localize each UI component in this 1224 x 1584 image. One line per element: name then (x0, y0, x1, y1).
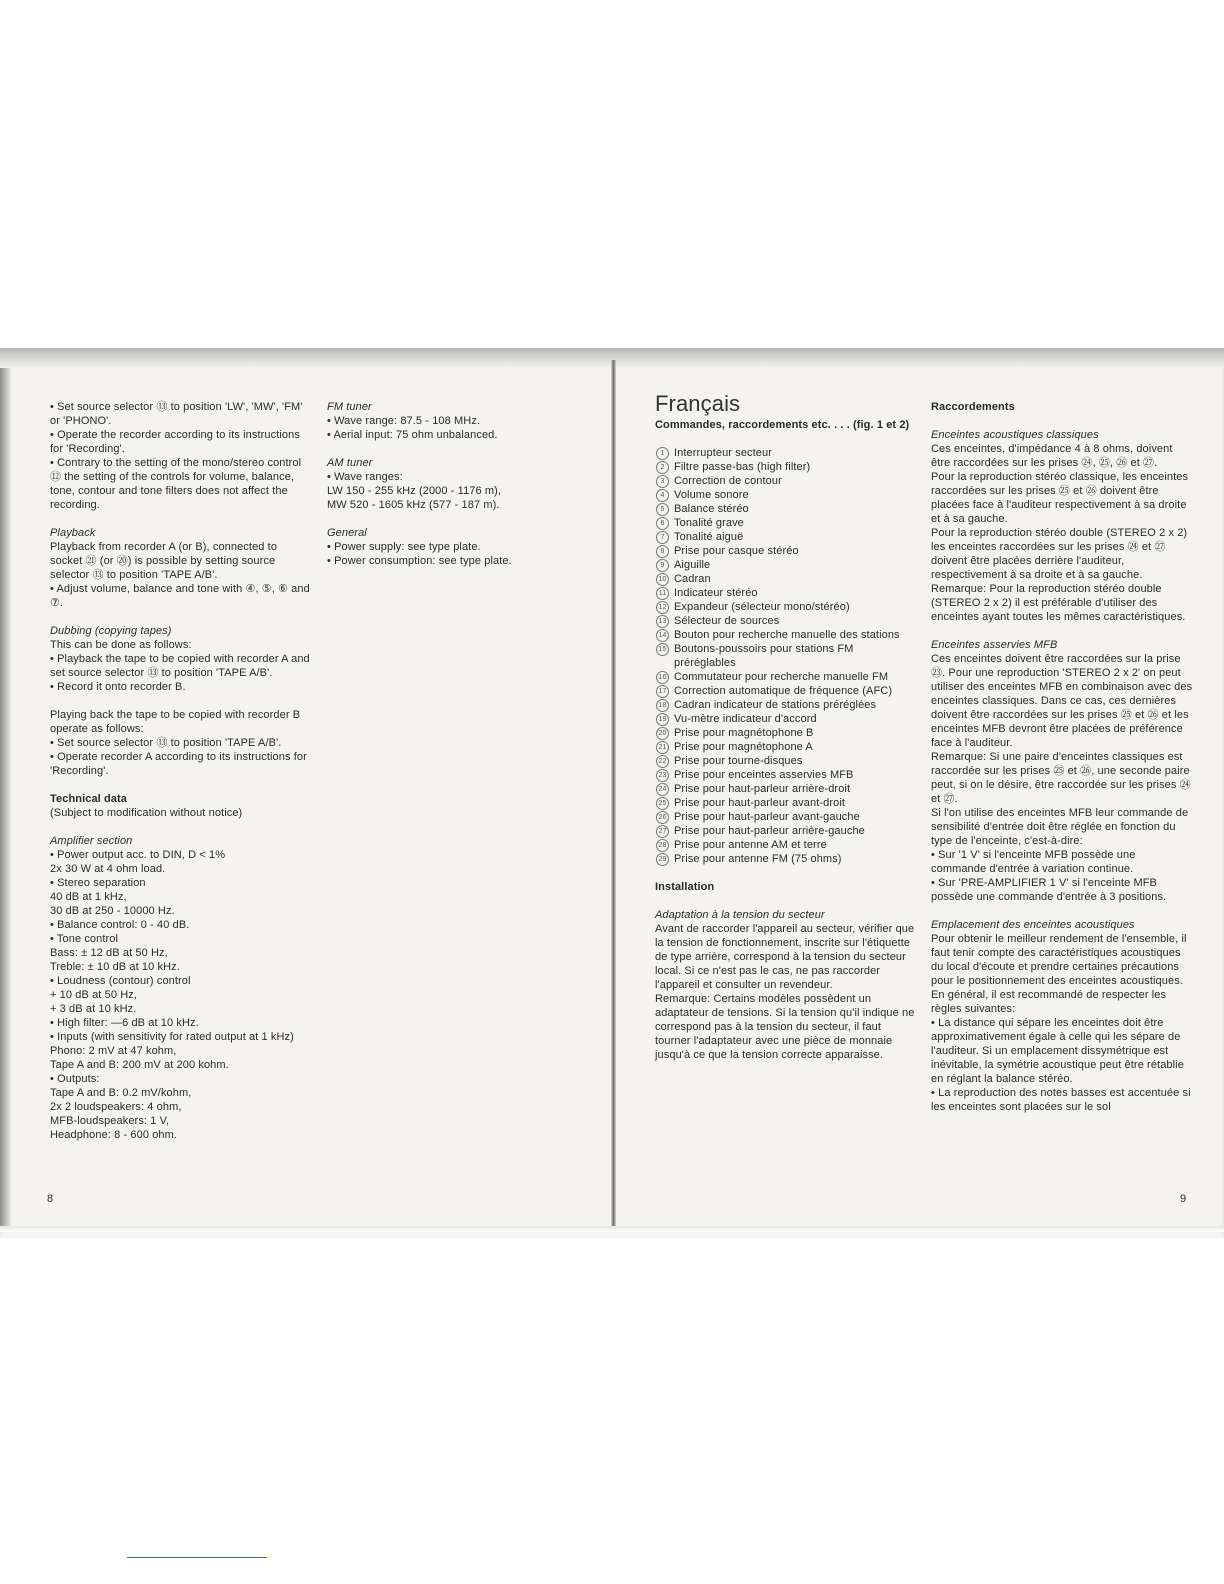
text-line: • Loudness (contour) control (50, 975, 191, 987)
circled-number: 6 (656, 517, 669, 530)
circled-number: 5 (656, 503, 669, 516)
text-line: • Tone control (50, 933, 119, 945)
text-line: 2x 2 loudspeakers: 4 ohm, (50, 1101, 182, 1113)
circled-number: 20 (656, 727, 669, 740)
circled-number: 14 (656, 629, 669, 642)
control-list-item (655, 530, 917, 544)
control-label: Correction de contour (674, 475, 782, 487)
text-line: • Inputs (with sensitivity for rated output at 1 kHz) (50, 1031, 294, 1043)
paragraph-gap (327, 512, 542, 526)
circled-number: 28 (656, 839, 669, 852)
left-page-column-1 (50, 400, 312, 1142)
section-heading: Adaptation à la tension du secteur (655, 909, 825, 921)
control-list-item (655, 488, 917, 502)
control-list-item (655, 516, 917, 530)
control-list-item (655, 796, 917, 810)
section-heading: Amplifier section (50, 835, 133, 847)
text-line: • Balance control: 0 - 40 dB. (50, 919, 190, 931)
page-title: Français (655, 391, 741, 416)
page-number-left: 8 (47, 1193, 54, 1205)
text-line: • Playback the tape to be copied with recorder A and set source selector ⑬ to position 'TAPE A/B'. (50, 653, 310, 679)
text-line: + 3 dB at 10 kHz. (50, 1003, 137, 1015)
section-heading: Playback (50, 527, 96, 539)
section-heading: AM tuner (327, 457, 373, 469)
text-line: • Power output acc. to DIN, D < 1% (50, 849, 226, 861)
control-label: Prise pour magnétophone B (674, 727, 814, 739)
control-label: Cadran (674, 573, 711, 585)
controls-heading: Commandes, raccordements etc. . . . (fig. 1 et 2) (655, 419, 910, 431)
paragraph-gap (931, 624, 1193, 638)
control-list-item (655, 810, 917, 824)
paragraph-gap (655, 894, 917, 908)
text-line: • La reproduction des notes basses est accentuée si les enceintes sont placées sur le sol (931, 1087, 1191, 1113)
control-list-item (655, 558, 917, 572)
control-label: Prise pour antenne AM et terre (674, 839, 827, 851)
control-label: Prise pour haut-parleur arrière-droit (674, 783, 851, 795)
control-label: Vu-mètre indicateur d'accord (674, 713, 817, 725)
circled-number: 29 (656, 853, 669, 866)
text-line: Phono: 2 mV at 47 kohm, (50, 1045, 177, 1057)
text-line: Remarque: Si une paire d'enceintes classiques est raccordée sur les prises ㉕ et ㉖, une seconde paire peut, si on le désire, être raccordée sur les prises ㉔ et ㉗. (931, 751, 1191, 805)
text-line: • Aerial input: 75 ohm unbalanced. (327, 429, 498, 441)
circled-number: 25 (656, 797, 669, 810)
control-label: Correction automatique de fréquence (AFC) (674, 685, 893, 697)
circled-number: 4 (656, 489, 669, 502)
control-list-item (655, 684, 917, 698)
text-line: • Operate the recorder according to its instructions for 'Recording'. (50, 429, 300, 455)
section-heading: General (327, 527, 367, 539)
text-line: (Subject to modification without notice) (50, 807, 243, 819)
text-line: MFB-loudspeakers: 1 V, (50, 1115, 170, 1127)
control-label: Filtre passe-bas (high filter) (674, 461, 811, 473)
text-line: • Adjust volume, balance and tone with ④, ⑤, ⑥ and ⑦. (50, 583, 310, 609)
right-page-column-1 (655, 390, 917, 1062)
control-list-item (655, 670, 917, 684)
control-label: Interrupteur secteur (674, 447, 772, 459)
section-heading: Raccordements (931, 401, 1015, 413)
section-heading: FM tuner (327, 401, 372, 413)
control-label: Prise pour enceintes asservies MFB (674, 769, 854, 781)
page-bottom-edge (0, 1226, 1224, 1232)
text-line: Tape A and B: 200 mV at 200 kohm. (50, 1059, 229, 1071)
paragraph-gap (931, 414, 1193, 428)
text-line: • Power supply: see type plate. (327, 541, 481, 553)
text-line: • Set source selector ⑬ to position 'TAPE A/B'. (50, 737, 282, 749)
circled-number: 13 (656, 615, 669, 628)
circled-number: 8 (656, 545, 669, 558)
circled-number: 11 (656, 587, 669, 600)
control-list-item (655, 726, 917, 740)
text-line: • La distance qui sépare les enceintes doit être approximativement égale à celle qui les sépare de l'auditeur. Si un emplacement dissymétrique est inévitable, la symétrie acoustique peut être rétablie en réglant la balance stéréo. (931, 1017, 1184, 1085)
control-label: Aiguille (674, 559, 711, 571)
text-line: • Sur '1 V' si l'enceinte MFB possède une commande d'entrée à variation continue. (931, 849, 1136, 875)
control-list-item (655, 446, 917, 460)
control-label: Indicateur stéréo (674, 587, 758, 599)
control-list-item (655, 698, 917, 712)
circled-number: 2 (656, 461, 669, 474)
control-list-item (655, 614, 917, 628)
text-line: Si l'on utilise des enceintes MFB leur commande de sensibilité d'entrée doit être réglée en fonction du type de l'enceinte, c'est-à-dire: (931, 807, 1189, 847)
control-list-item (655, 838, 917, 852)
control-label: Sélecteur de sources (674, 615, 780, 627)
control-list-item (655, 768, 917, 782)
paragraph-gap (50, 512, 312, 526)
page-gutter (611, 360, 616, 1230)
control-list-item (655, 586, 917, 600)
text-line: En général, il est recommandé de respecter les règles suivantes: (931, 989, 1167, 1015)
circled-number: 16 (656, 671, 669, 684)
control-list-item (655, 712, 917, 726)
circled-number: 3 (656, 475, 669, 488)
text-line: Ces enceintes doivent être raccordées sur la prise ㉓. Pour une reproduction 'STEREO 2 x 2' on peut utiliser des enceintes MFB en combinaison avec des enceintes classiques. Dans ce cas, ces dernières doivent être raccordées sur les prises ㉕ et ㉖ et les enceintes MFB devront être placées de préférence face à l'auditeur. (931, 653, 1193, 749)
control-label: Balance stéréo (674, 503, 749, 515)
text-line: • Operate recorder A according to its instructions for 'Recording'. (50, 751, 307, 777)
text-line: Tape A and B: 0.2 mV/kohm, (50, 1087, 192, 1099)
control-label: Commutateur pour recherche manuelle FM (674, 671, 889, 683)
circled-number: 12 (656, 601, 669, 614)
control-label: Expandeur (sélecteur mono/stéréo) (674, 601, 850, 613)
text-line: Headphone: 8 - 600 ohm. (50, 1129, 178, 1141)
page-number-right: 9 (1180, 1193, 1187, 1205)
section-heading: Dubbing (copying tapes) (50, 625, 172, 637)
paragraph-gap (931, 904, 1193, 918)
control-list-item (655, 824, 917, 838)
circled-number: 1 (656, 447, 669, 460)
control-list-item (655, 642, 917, 670)
control-list-item (655, 502, 917, 516)
circled-number: 9 (656, 559, 669, 572)
control-label: Cadran indicateur de stations préréglées (674, 699, 877, 711)
text-line: 2x 30 W at 4 ohm load. (50, 863, 166, 875)
control-list-item (655, 544, 917, 558)
scan-shadow-left (0, 368, 12, 1228)
right-page-column-2 (931, 400, 1193, 1114)
left-page-column-2 (327, 400, 542, 568)
controls-list (655, 446, 917, 866)
text-line: • Record it onto recorder B. (50, 681, 186, 693)
text-line: Bass: ± 12 dB at 50 Hz, (50, 947, 168, 959)
circled-number: 24 (656, 783, 669, 796)
circled-number: 19 (656, 713, 669, 726)
text-line: • High filter: —6 dB at 10 kHz. (50, 1017, 199, 1029)
text-line: This can be done as follows: (50, 639, 192, 651)
section-heading: Enceintes acoustiques classiques (931, 429, 1099, 441)
text-line: • Set source selector ⑬ to position 'LW', 'MW', 'FM' or 'PHONO'. (50, 401, 303, 427)
control-label: Prise pour tourne-disques (674, 755, 803, 767)
control-label: Volume sonore (674, 489, 749, 501)
circled-number: 27 (656, 825, 669, 838)
underline-link[interactable] (127, 1557, 267, 1558)
text-line: Remarque: Certains modèles possèdent un adaptateur de tensions. Si la tension qu'il indique ne correspond pas à la tension du secteur, il faut tourner l'adaptateur avec une pièce de monnaie jusqu'à ce que la tension correcte apparaisse. (655, 993, 915, 1061)
circled-number: 26 (656, 811, 669, 824)
text-line: • Outputs: (50, 1073, 100, 1085)
installation-heading: Installation (655, 881, 715, 893)
control-list-item (655, 474, 917, 488)
text-line: • Contrary to the setting of the mono/stereo control ⑫ the setting of the controls for volume, balance, tone, contour and tone filters does not affect the recording. (50, 457, 302, 511)
text-line: • Wave range: 87.5 - 108 MHz. (327, 415, 481, 427)
text-line: Playing back the tape to be copied with recorder B operate as follows: (50, 709, 301, 735)
paragraph-gap (327, 442, 542, 456)
control-list-item (655, 754, 917, 768)
control-list-item (655, 572, 917, 586)
text-line: + 10 dB at 50 Hz, (50, 989, 138, 1001)
text-line: Pour obtenir le meilleur rendement de l'ensemble, il faut tenir compte des caractéristiques acoustiques du local d'écoute et prendre certaines précautions pour le positionnement des enceintes acoustiques. (931, 933, 1187, 987)
text-line: Avant de raccorder l'appareil au secteur, vérifier que la tension de fonctionnement, inscrite sur l'étiquette de type arrière, correspond à la tension du secteur local. Si ce n'est pas le cas, ne pas raccorder l'appareil et consulter un revendeur. (655, 923, 915, 991)
installation-text (655, 894, 917, 1062)
control-label: Prise pour haut-parleur arrière-gauche (674, 825, 865, 837)
text-line: Ces enceintes, d'impédance 4 à 8 ohms, doivent être raccordées sur les prises ㉔, ㉕, ㉖ et ㉗. (931, 443, 1173, 469)
control-list-item (655, 782, 917, 796)
section-heading: Enceintes asservies MFB (931, 639, 1058, 651)
control-list-item (655, 600, 917, 614)
text-line: • Sur 'PRE-AMPLIFIER 1 V' si l'enceinte MFB possède une commande d'entrée à 3 positions. (931, 877, 1167, 903)
control-label: Tonalité aiguë (674, 531, 744, 543)
control-label: Prise pour casque stéréo (674, 545, 799, 557)
text-line: Treble: ± 10 dB at 10 kHz. (50, 961, 180, 973)
control-list-item (655, 460, 917, 474)
circled-number: 21 (656, 741, 669, 754)
control-label: Prise pour magnétophone A (674, 741, 813, 753)
paragraph-gap (50, 778, 312, 792)
section-heading: Technical data (50, 793, 127, 805)
text-line: 40 dB at 1 kHz, (50, 891, 127, 903)
paragraph-gap (50, 694, 312, 708)
control-label: Tonalité grave (674, 517, 744, 529)
paragraph-gap (50, 610, 312, 624)
text-line: Pour la reproduction stéréo double (STEREO 2 x 2) les enceintes raccordées sur les prises ㉔ et ㉗ doivent être placées derrière l'auditeur, respectivement à sa droite et à sa gauche. (931, 527, 1188, 581)
circled-number: 15 (656, 643, 669, 656)
text-line: • Power consumption: see type plate. (327, 555, 512, 567)
text-line: Pour la reproduction stéréo classique, les enceintes raccordées sur les prises ㉕ et ㉖ doivent être placées face à l'auditeur respectivement à sa droite et à sa gauche. (931, 471, 1189, 525)
circled-number: 17 (656, 685, 669, 698)
paragraph-gap (50, 820, 312, 834)
text-line: • Wave ranges: (327, 471, 403, 483)
control-label: Prise pour antenne FM (75 ohms) (674, 853, 842, 865)
text-line: LW 150 - 255 kHz (2000 - 1176 m), (327, 485, 502, 497)
circled-number: 7 (656, 531, 669, 544)
text-line: Playback from recorder A (or B), connected to socket ㉑ (or ⑳) is possible by setting source selector ⑬ to position 'TAPE A/B'. (50, 541, 278, 581)
circled-number: 18 (656, 699, 669, 712)
text-line: • Stereo separation (50, 877, 146, 889)
control-list-item (655, 740, 917, 754)
control-label: Boutons-poussoirs pour stations FM préréglables (674, 643, 854, 669)
control-label: Prise pour haut-parleur avant-droit (674, 797, 846, 809)
control-list-item (655, 852, 917, 866)
text-line: Remarque: Pour la reproduction stéréo double (STEREO 2 x 2) il est préférable d'utiliser des enceintes ayant toutes les mêmes caractéristiques. (931, 583, 1186, 623)
section-heading: Emplacement des enceintes acoustiques (931, 919, 1135, 931)
circled-number: 22 (656, 755, 669, 768)
text-line: 30 dB at 250 - 10000 Hz. (50, 905, 175, 917)
circled-number: 23 (656, 769, 669, 782)
control-label: Bouton pour recherche manuelle des stations (674, 629, 900, 641)
control-list-item (655, 628, 917, 642)
text-line: MW 520 - 1605 kHz (577 - 187 m). (327, 499, 500, 511)
control-label: Prise pour haut-parleur avant-gauche (674, 811, 860, 823)
circled-number: 10 (656, 573, 669, 586)
